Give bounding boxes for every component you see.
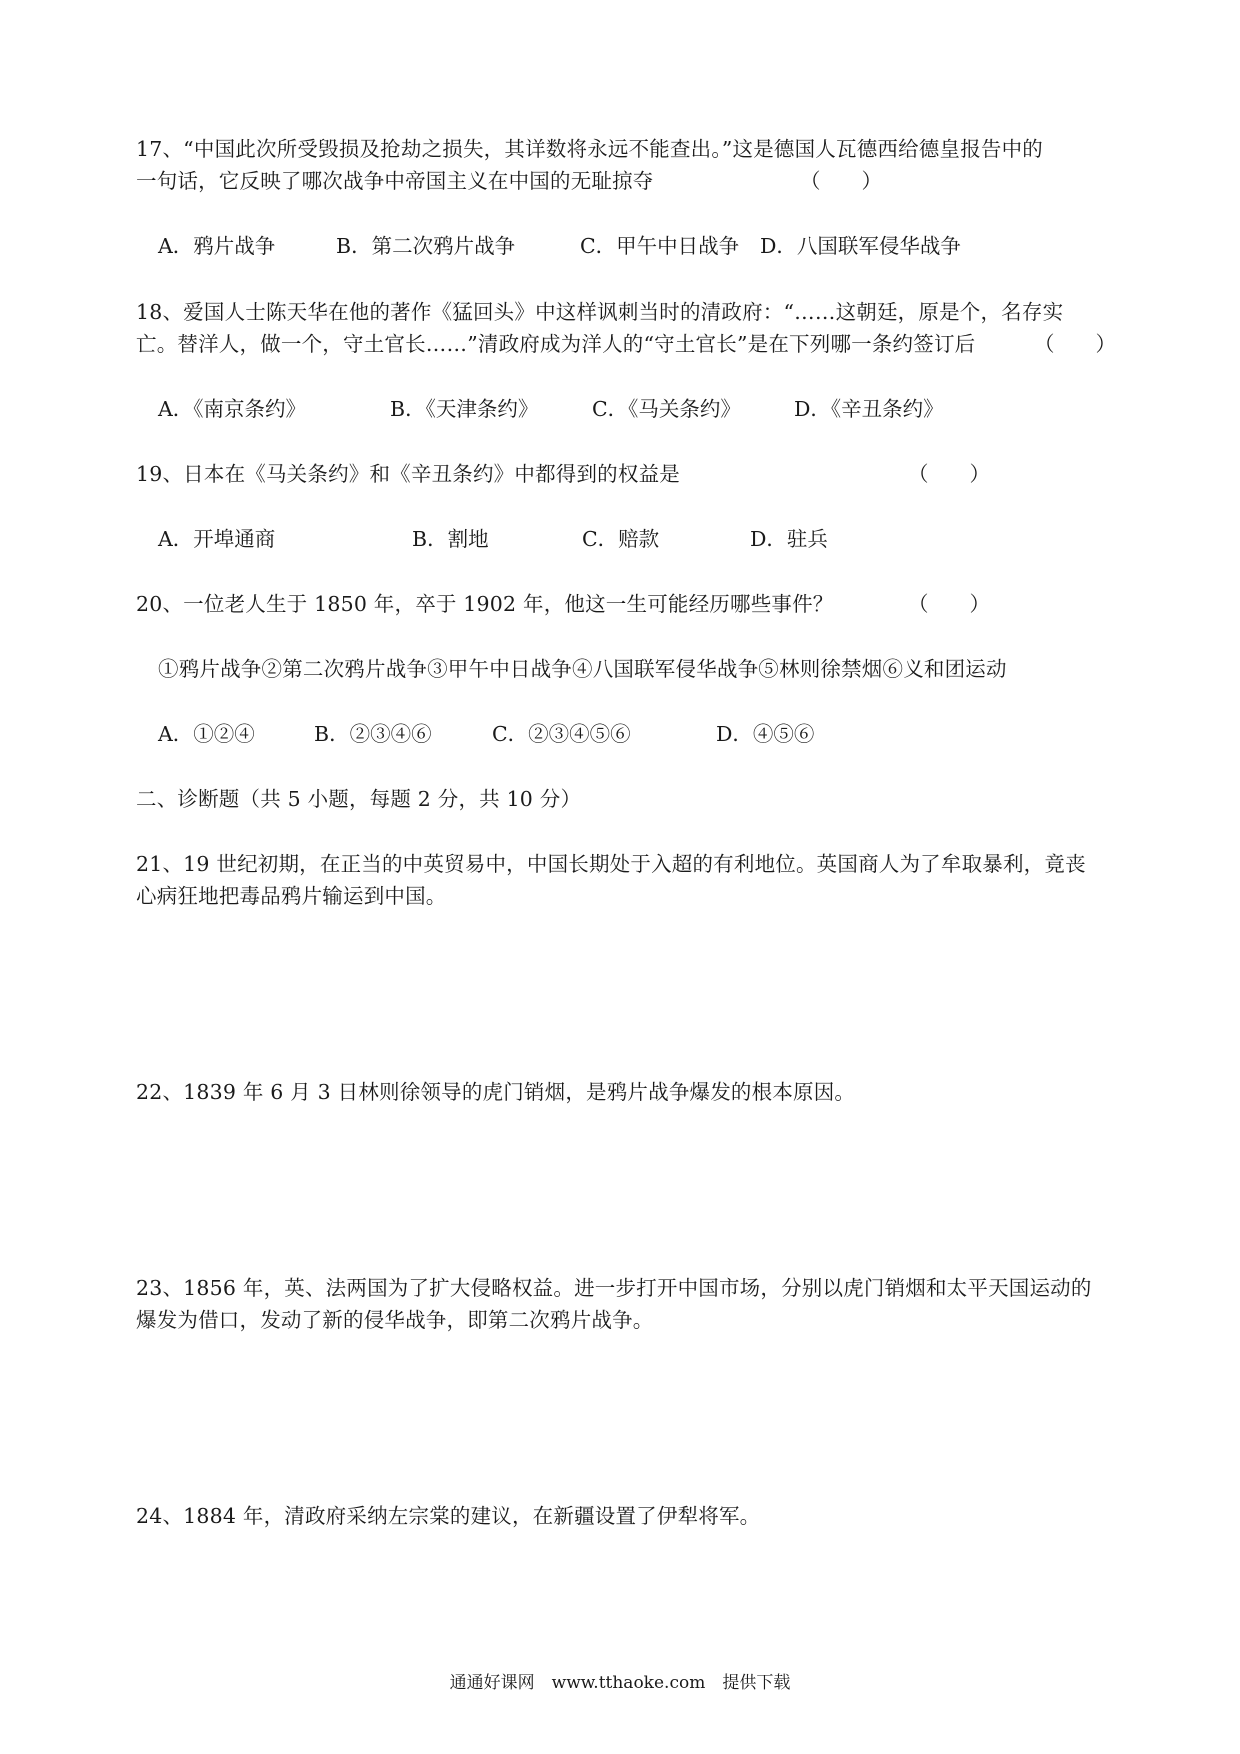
q20-answer-paren: （ ） [908, 592, 990, 616]
q21-statement-line2: 心病狂地把毒品鸦片输运到中国。 [136, 884, 447, 908]
q18-options [158, 394, 1138, 424]
section-heading: 二、诊断题（共 5 小题，每题 2 分，共 10 分） [136, 787, 582, 811]
q17-options [158, 231, 1138, 261]
q18-option-d: D．《辛丑条约》 [794, 397, 944, 421]
q19-option-b: B．割地 [412, 527, 489, 551]
q20-option-b: B．②③④⑥ [314, 722, 432, 746]
q19-stem: 19、日本在《马关条约》和《辛丑条约》中都得到的权益是 [136, 462, 680, 486]
q19-options [158, 524, 1138, 554]
q18-option-b: B．《天津条约》 [390, 397, 539, 421]
q20-stem: 20、一位老人生于 1850 年，卒于 1902 年，他这一生可能经历哪些事件？ [136, 592, 834, 616]
q20-options [158, 719, 1138, 749]
q19-answer-paren: （ ） [908, 462, 990, 486]
q17-option-d: D．八国联军侵华战争 [760, 234, 961, 258]
q21-statement-line1: 21、19 世纪初期，在正当的中英贸易中，中国长期处于入超的有利地位。英国商人为了牟取暴利，竟丧 [136, 852, 1086, 876]
q17-stem-line1: 17、“中国此次所受毁损及抢劫之损失，其详数将永远不能查出。”这是德国人瓦德西给德皇报告中的 [136, 137, 1043, 161]
q19-option-c: C．赔款 [582, 527, 660, 551]
q20-option-c: C．②③④⑤⑥ [492, 722, 631, 746]
q17-option-c: C．甲午中日战争 [580, 234, 740, 258]
q20-event-list: ①鸦片战争②第二次鸦片战争③甲午中日战争④八国联军侵华战争⑤林则徐禁烟⑥义和团运动 [158, 657, 1007, 681]
q17-answer-paren: （ ） [800, 169, 882, 193]
q22-statement: 22、1839 年 6 月 3 日林则徐领导的虎门销烟，是鸦片战争爆发的根本原因。 [136, 1080, 856, 1104]
page-footer: 通通好课网 www.tthaoke.com 提供下载 [449, 1673, 791, 1693]
q23-statement-line2: 爆发为借口，发动了新的侵华战争，即第二次鸦片战争。 [136, 1308, 654, 1332]
q20-option-d: D．④⑤⑥ [716, 722, 815, 746]
q18-option-a: A．《南京条约》 [158, 397, 307, 421]
q17-stem-line2: 一句话，它反映了哪次战争中帝国主义在中国的无耻掠夺 [136, 169, 654, 193]
q18-stem-line2: 亡。替洋人，做一个，守土官长……”清政府成为洋人的“守土官长”是在下列哪一条约签订后 [136, 332, 976, 356]
q19-option-a: A．开埠通商 [158, 527, 276, 551]
q18-option-c: C．《马关条约》 [592, 397, 741, 421]
q19-option-d: D．驻兵 [750, 527, 828, 551]
q24-statement: 24、1884 年，清政府采纳左宗棠的建议，在新疆设置了伊犁将军。 [136, 1504, 761, 1528]
q20-option-a: A．①②④ [158, 722, 255, 746]
q17-option-a: A．鸦片战争 [158, 234, 276, 258]
q18-answer-paren: （ ） [1034, 332, 1116, 356]
q17-option-b: B．第二次鸦片战争 [336, 234, 516, 258]
q18-stem-line1: 18、爱国人士陈天华在他的著作《猛回头》中这样讽刺当时的清政府：“……这朝廷，原是个，名存实 [136, 300, 1064, 324]
q23-statement-line1: 23、1856 年，英、法两国为了扩大侵略权益。进一步打开中国市场，分别以虎门销烟和太平天国运动的 [136, 1276, 1092, 1300]
